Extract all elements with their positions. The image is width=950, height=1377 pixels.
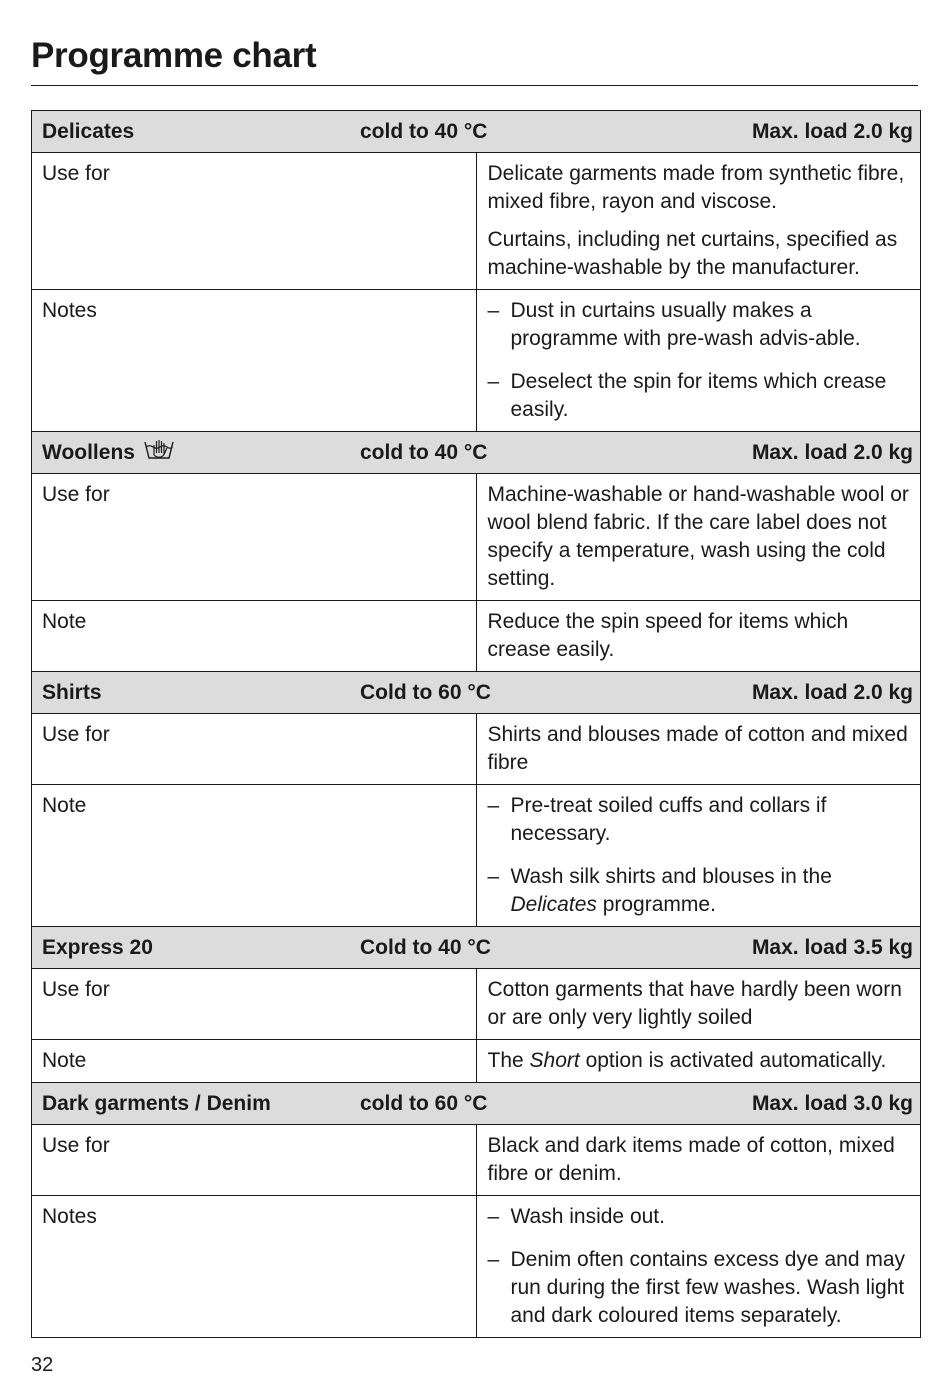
note-text [511, 863, 911, 919]
use-for-row [32, 1125, 921, 1196]
use-for-text: Curtains, including net curtains, specified as machine-washable by the manufacturer. [487, 228, 898, 279]
row-label: Notes [42, 1205, 97, 1228]
programme-max-load: Max. load 2.0 kg [751, 119, 913, 143]
note-item [488, 792, 911, 848]
use-for-text: Delicate garments made from synthetic fibre, mixed fibre, rayon and viscose. [487, 162, 905, 213]
note-item [488, 863, 911, 919]
note-item [488, 368, 911, 424]
use-for-row [32, 969, 921, 1040]
programme-max-load: Max. load 3.0 kg [751, 1091, 913, 1115]
row-label: Use for [42, 723, 110, 746]
programme-temperature: cold to 40 °C [360, 119, 488, 143]
programme-temperature: Cold to 60 °C [360, 680, 491, 704]
use-for-row [32, 714, 921, 785]
programme-temperature: cold to 60 °C [360, 1091, 488, 1115]
programme-name: Delicates [42, 119, 135, 143]
use-for-text: Shirts and blouses made of cotton and mixed fibre [487, 723, 908, 774]
use-for-text: Cotton garments that have hardly been worn or are only very lightly soiled [487, 978, 902, 1029]
bullet-dash: – [487, 865, 500, 888]
programme-header-row [32, 927, 921, 969]
row-label: Note [42, 610, 87, 633]
notes-row [32, 785, 921, 927]
page-number: 32 [31, 1354, 54, 1376]
bullet-dash: – [487, 299, 500, 322]
programme-name: Shirts [42, 680, 102, 704]
programme-temperature: cold to 40 °C [360, 440, 488, 464]
row-label: Use for [42, 483, 110, 506]
bullet-dash: – [487, 370, 500, 393]
programme-header-row [32, 432, 921, 474]
use-for-row [32, 474, 921, 601]
row-label: Use for [42, 1134, 110, 1157]
use-for-row [32, 153, 921, 290]
row-label: Use for [42, 978, 110, 1001]
note-text: Deselect the spin for items which crease easily. [510, 370, 887, 421]
programme-name: Woollens [42, 440, 135, 464]
programme-max-load: Max. load 2.0 kg [751, 680, 913, 704]
programme-header-row [32, 672, 921, 714]
note-text: Dust in curtains usually makes a programme with pre-wash advis-able. [510, 299, 861, 350]
note-text [488, 1047, 911, 1075]
note-text-part: The [487, 1049, 530, 1072]
use-for-text: Black and dark items made of cotton, mixed fibre or denim. [487, 1134, 895, 1185]
hand-wash-icon [143, 438, 175, 468]
note-text: Pre-treat soiled cuffs and collars if necessary. [510, 794, 827, 845]
note-text-part: programme. [596, 893, 716, 916]
programme-max-load: Max. load 2.0 kg [751, 440, 913, 464]
bullet-dash: – [487, 794, 500, 817]
title-rule [31, 85, 918, 86]
programme-name: Dark garments / Denim [42, 1091, 271, 1115]
programme-max-load: Max. load 3.5 kg [751, 935, 913, 959]
programme-temperature: Cold to 40 °C [360, 935, 491, 959]
notes-row [32, 601, 921, 672]
use-for-text: Machine-washable or hand-washable wool or wool blend fabric. If the care label does not specify a temperature, wash using the cold setting. [487, 483, 909, 590]
note-text-part: Wash silk shirts and blouses in the [510, 865, 832, 888]
row-label: Notes [42, 299, 97, 322]
row-label: Note [42, 794, 87, 817]
option-reference: Short [529, 1049, 580, 1072]
bullet-dash: – [487, 1205, 500, 1228]
row-label: Use for [42, 162, 110, 185]
notes-row [32, 1196, 921, 1338]
notes-row [32, 1040, 921, 1083]
page-title: Programme chart [31, 36, 317, 75]
row-label: Note [42, 1049, 87, 1072]
programme-name: Express 20 [42, 935, 153, 959]
note-text: Reduce the spin speed for items which crease easily. [487, 610, 849, 661]
programme-header-row [32, 111, 921, 153]
programme-chart-table [31, 110, 921, 1338]
programme-header-row [32, 1083, 921, 1125]
note-item [488, 1246, 911, 1330]
programme-reference: Delicates [510, 893, 597, 916]
note-item [488, 297, 911, 353]
note-text-part: option is activated automatically. [579, 1049, 887, 1072]
note-text: Denim often contains excess dye and may run during the first few washes. Wash light and dark coloured items separately. [510, 1248, 906, 1327]
note-item [488, 1203, 911, 1231]
notes-row [32, 290, 921, 432]
bullet-dash: – [487, 1248, 500, 1271]
note-text: Wash inside out. [510, 1205, 665, 1228]
